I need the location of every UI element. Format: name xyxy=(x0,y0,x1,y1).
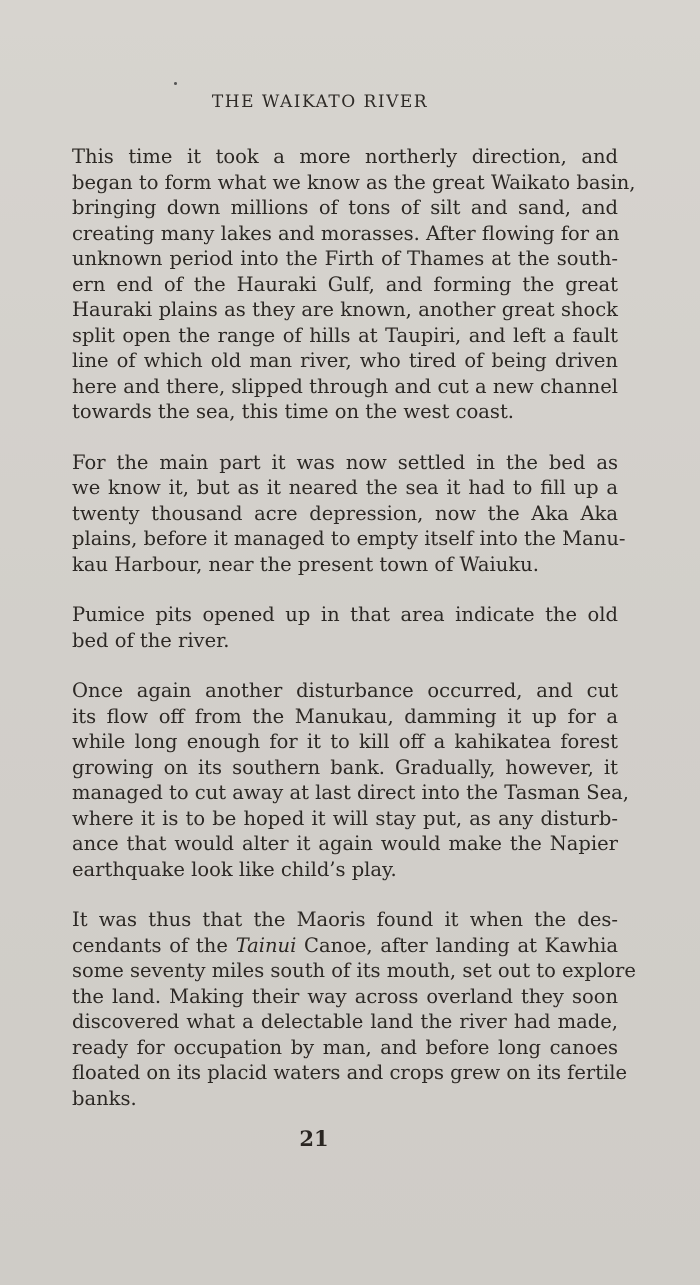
text-line: began to form what we know as the great Waikato basin, xyxy=(72,170,636,194)
text-line: It was thus that the Maoris found it when the des- xyxy=(72,908,618,931)
text-line: Once again another disturbance occurred, and cut xyxy=(72,679,618,702)
text-line: earthquake look like child’s play. xyxy=(72,857,397,881)
text-line: bed of the river. xyxy=(72,628,230,652)
canoe-name: Tainui xyxy=(235,933,297,957)
page-number: 21 xyxy=(299,1126,329,1151)
text-line: managed to cut away at last direct into the Tasman Sea, xyxy=(72,781,629,804)
paragraph-2 xyxy=(72,450,626,578)
paragraph-4 xyxy=(72,678,629,882)
text-line: while long enough for it to kill off a kahikatea forest xyxy=(72,730,618,753)
paragraph-3 xyxy=(72,602,618,653)
text-line: discovered what a delectable land the river had made, xyxy=(72,1010,618,1033)
text-line: For the main part it was now settled in the bed as xyxy=(72,450,618,474)
text-line: we know it, but as it neared the sea it had to fill up a xyxy=(72,476,618,499)
text-line: split open the range of hills at Taupiri, and left a fault xyxy=(72,323,618,347)
paragraph-1 xyxy=(72,144,636,425)
text-line: This time it took a more northerly direction, and xyxy=(72,145,618,168)
paragraph-5 xyxy=(72,907,636,1111)
text-line: here and there, slipped through and cut a new channel xyxy=(72,374,618,398)
text-line: unknown period into the Firth of Thames at the south- xyxy=(72,247,618,270)
text-line: towards the sea, this time on the west coast. xyxy=(72,400,514,423)
text-line: some seventy miles south of its mouth, set out to explore xyxy=(72,959,636,982)
text-line: banks. xyxy=(72,1086,137,1110)
text-line: its flow off from the Manukau, damming it up for a xyxy=(72,704,618,728)
text-line: twenty thousand acre depression, now the Aka Aka xyxy=(72,501,618,525)
body-text xyxy=(72,144,636,1136)
text-line: growing on its southern bank. Gradually, however, it xyxy=(72,755,618,779)
text-line: bringing down millions of tons of silt and sand, and xyxy=(72,196,618,219)
text-line: kau Harbour, near the present town of Waiuku. xyxy=(72,552,539,576)
text-line: creating many lakes and morasses. After flowing for an xyxy=(72,221,620,245)
text-line: ance that would alter it again would make the Napier xyxy=(72,832,618,855)
text-line: ready for occupation by man, and before long canoes xyxy=(72,1035,618,1059)
text-segment: Canoe, after landing at Kawhia xyxy=(296,933,618,957)
text-line: where it is to be hoped it will stay put, as any disturb- xyxy=(72,806,618,830)
running-head: THE WAIKATO RIVER xyxy=(211,92,429,112)
text-line: line of which old man river, who tired of being driven xyxy=(72,349,618,372)
text-segment: cendants of the xyxy=(72,933,236,957)
text-line: floated on its placid waters and crops grew on its fertile xyxy=(72,1061,628,1084)
text-line-with-italic xyxy=(72,933,618,959)
text-line: ern end of the Hauraki Gulf, and forming the great xyxy=(72,272,618,296)
text-line: the land. Making their way across overland they soon xyxy=(72,984,618,1008)
print-speck xyxy=(174,82,177,85)
text-line: Pumice pits opened up in that area indicate the old xyxy=(72,603,618,626)
text-line: plains, before it managed to empty itself into the Manu- xyxy=(72,527,626,550)
text-line: Hauraki plains as they are known, another great shock xyxy=(72,298,618,321)
